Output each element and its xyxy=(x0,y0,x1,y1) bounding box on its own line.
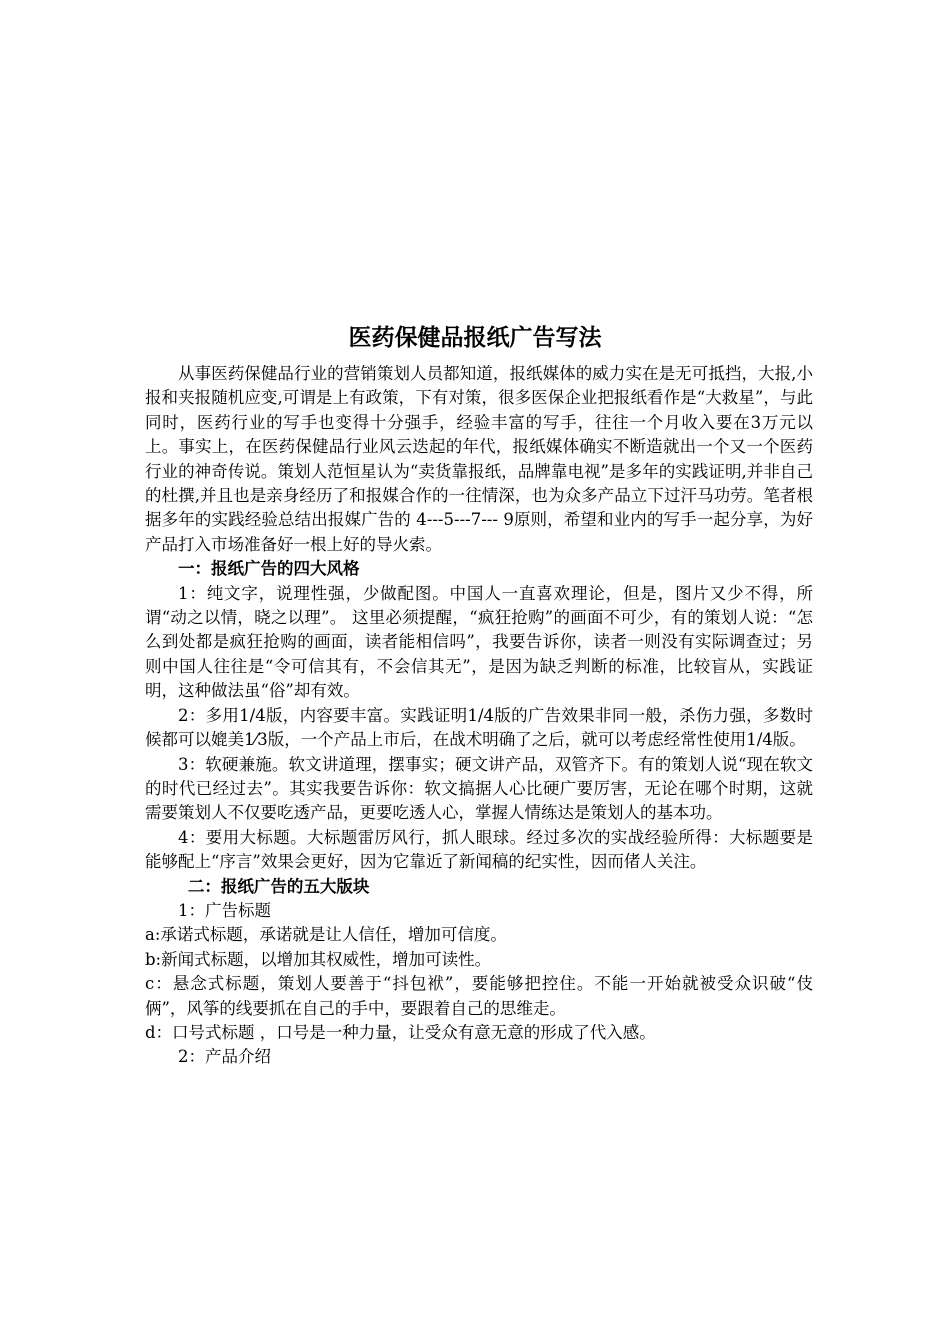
style-item-2: 2：多用1/4版，内容要丰富。实践证明1/4版的广告效果非同一般，杀伤力强，多数时候都可以媲美1⁄3版，一个产品上市后，在战术明确了之后，就可以考虑经常性使用1/4版。 xyxy=(145,705,813,750)
title-type-c: c：悬念式标题，策划人要善于“抖包袱”，要能够把控住。不能一开始就被受众识破“伎俩”，风筝的线要抓在自己的手中，要跟着自己的思维走。 xyxy=(145,974,813,1018)
style-item-3: 3：软硬兼施。软文讲道理，摆事实；硬文讲产品，双管齐下。有的策划人说“现在软文的时代已经过去”。其实我要告诉你：软文搞据人心比硬广要厉害，无论在哪个时期，这就需要策划人不仅要吃透产品，更要吃透人心，掌握人情练达是策划人的基本功。 xyxy=(145,754,813,823)
document-title: 医药保健品报纸广告写法 xyxy=(348,324,602,351)
section-heading-styles: 一：报纸广告的四大风格 xyxy=(178,559,360,579)
subheading-product-intro: 2：产品介绍 xyxy=(178,1047,271,1067)
title-type-d: d：口号式标题 ，口号是一种力量，让受众有意无意的形成了代入感。 xyxy=(145,1022,656,1042)
subheading-ad-title: 1：广告标题 xyxy=(178,900,271,920)
title-type-a: a:承诺式标题，承诺就是让人信任，增加可信度。 xyxy=(145,925,507,945)
document-body xyxy=(145,362,813,1070)
intro-paragraph: 从事医药保健品行业的营销策划人员都知道，报纸媒体的威力实在是无可抵挡，大报,小报和夹报随机应变,可谓是上有政策，下有对策，很多医保企业把报纸看作是“大救星”，与此同时，医药行业的写手也变得十分强手，经验丰富的写手，往往一个月收入要在3万元以上。事实上，在医药保健品行业风云迭起的年代，报纸媒体确实不断造就出一个又一个医药行业的神奇传说。策划人范恒星认为“卖货靠报纸，品牌靠电视”是多年的实践证明,并非自己的杜撰,并且也是亲身经历了和报媒合作的一往情深，也为众多产品立下过汗马功劳。笔者根据多年的实践经验总结出报媒广告的 4---5---7--- 9原则，希望和业内的写手一起分享，为好产品打入市场准备好一根上好的导火索。 xyxy=(145,364,813,554)
title-type-b: b:新闻式标题，以增加其权威性，增加可读性。 xyxy=(145,949,492,969)
section-heading-blocks: 二：报纸广告的五大版块 xyxy=(187,876,370,896)
style-item-4: 4：要用大标题。大标题雷厉风行，抓人眼球。经过多次的实战经验所得：大标题要是能够配上“序言”效果会更好，因为它靠近了新闻稿的纪实性，因而偖人关注。 xyxy=(145,827,813,872)
style-item-1: 1：纯文字，说理性强，少做配图。中国人一直喜欢理论，但是，图片又少不得，所谓“动之以情，晓之以理”。 这里必须提醒，“疯狂抢购”的画面不可少，有的策划人说：“怎么到处都是疯狂抢购的画面，读者能相信吗”，我要告诉你，读者一则没有实际调查过；另则中国人往往是“令可信其有，不会信其无”，是因为缺乏判断的标准，比较盲从，实践证明，这种做法虽“俗”却有效。 xyxy=(145,583,813,701)
